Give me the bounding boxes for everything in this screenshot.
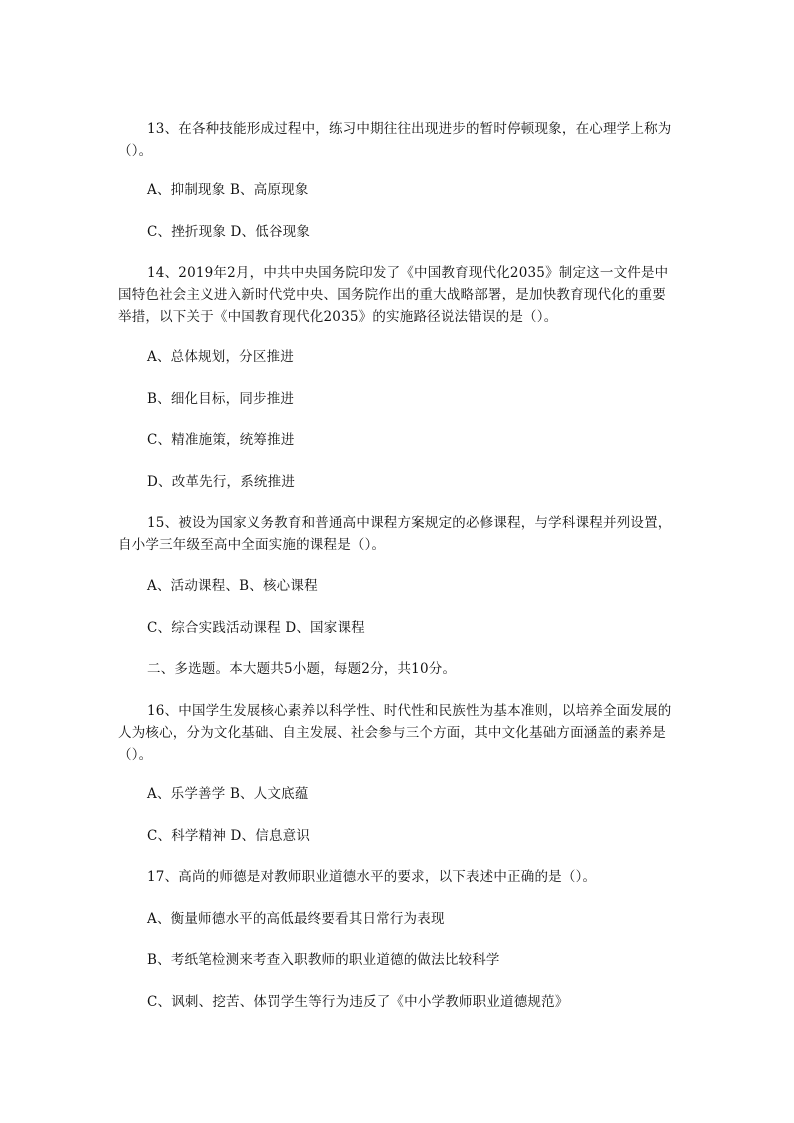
section-heading-multiple-choice: 二、多选题。本大题共5小题，每题2分，共10分。 xyxy=(147,661,457,677)
question-13: 13、在各种技能形成过程中，练习中期往往出现进步的暂时停顿现象，在心理学上称为（）。 xyxy=(118,121,672,159)
question-14-option-d: D、改革先行，系统推进 xyxy=(147,474,296,490)
question-15-options-cd: C、综合实践活动课程 D、国家课程 xyxy=(147,620,365,636)
question-16: 16、中国学生发展核心素养以科学性、时代性和民族性为基本准则，以培养全面发展的人为核心，分为文化基础、自主发展、社会参与三个方面，其中文化基础方面涵盖的素养是（）。 xyxy=(118,703,672,763)
question-17-option-a: A、衡量师德水平的高低最终要看其日常行为表现 xyxy=(147,911,445,927)
question-13-options-ab: A、抑制现象 B、高原现象 xyxy=(147,182,309,198)
question-14: 14、2019年2月，中共中央国务院印发了《中国教育现代化2035》制定这一文件是中国特色社会主义进入新时代党中央、国务院作出的重大战略部署，是加快教育现代化的重要举措，以下关于《中国教育现代化2035》的实施路径说法错误的是（）。 xyxy=(118,265,669,325)
question-13-options-cd: C、挫折现象 D、低谷现象 xyxy=(147,224,311,240)
question-14-option-c: C、精准施策，统筹推进 xyxy=(147,432,295,448)
question-17-option-b: B、考纸笔检测来考查入职教师的职业道德的做法比较科学 xyxy=(147,952,500,968)
question-14-option-a: A、总体规划，分区推进 xyxy=(147,349,294,365)
question-16-options-ab: A、乐学善学 B、人文底蕴 xyxy=(147,786,309,802)
question-15: 15、被设为国家义务教育和普通高中课程方案规定的必修课程，与学科课程并列设置，自小学三年级至高中全面实施的课程是（）。 xyxy=(118,515,672,553)
question-16-options-cd: C、科学精神 D、信息意识 xyxy=(147,828,311,844)
question-17: 17、高尚的师德是对教师职业道德水平的要求，以下表述中正确的是（）。 xyxy=(147,869,597,885)
question-14-option-b: B、细化目标，同步推进 xyxy=(147,391,295,407)
question-17-option-c: C、讽刺、挖苦、体罚学生等行为违反了《中小学教师职业道德规范》 xyxy=(147,994,569,1010)
question-15-options-ab: A、活动课程、B、核心课程 xyxy=(147,578,318,594)
